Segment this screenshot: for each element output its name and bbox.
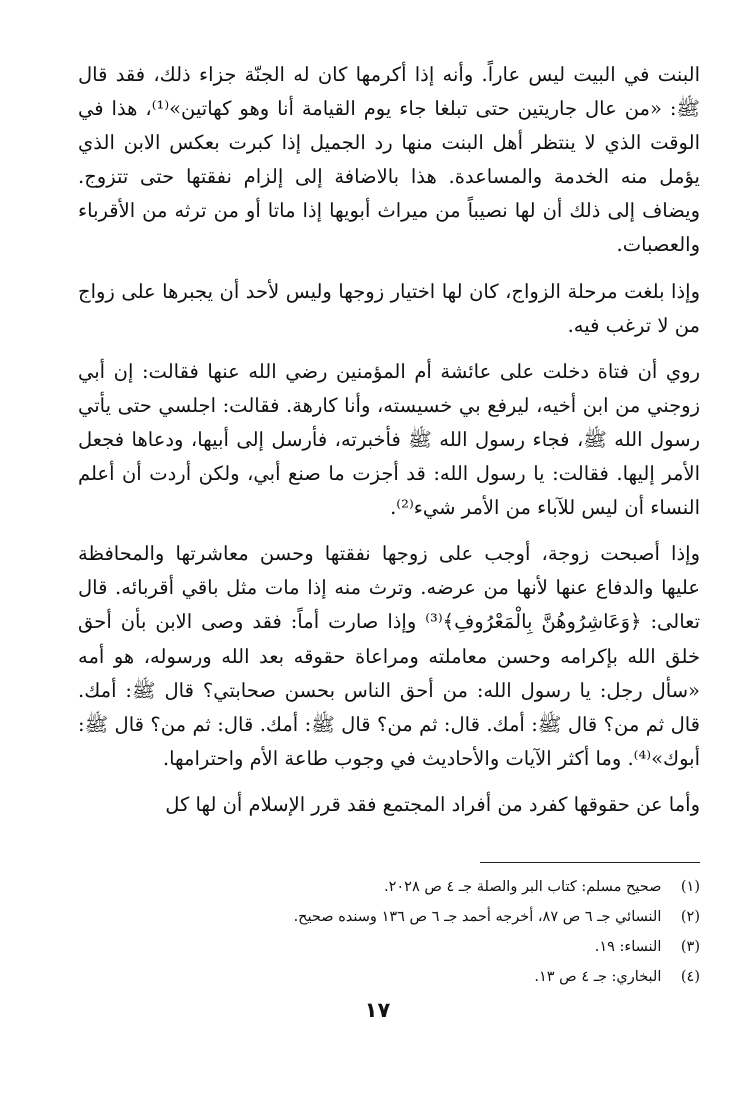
footnote (78, 932, 700, 962)
paragraph: وأما عن حقوقها كفرد من أفراد المجتمع فقد قرر الإسلام أن لها كل (165, 792, 700, 816)
footnotes (78, 872, 700, 992)
paragraph: روي أن فتاة دخلت على عائشة أم المؤمنين رضي الله عنها فقالت: إن أبي زوجني من ابن أخيه، ليرفع بي خسيسته، وأنا كارهة. فقالت: اجلسي حتى يأتي رسول الله ﷺ، فجاء رسول الله ﷺ فأخبرته، فأرسل إلى أبيها، ودعاها فجعل الأمر إليها. فقالت: يا رسول الله: قد أجزت ما صنع أبي، ولكن أردت أن أعلم النساء أن ليس للآباء من الأمر شيء⁽²⁾. (78, 359, 700, 520)
footnote-number: (٢) (680, 909, 700, 925)
footnote-divider (480, 862, 700, 863)
footnote (78, 902, 700, 932)
footnote (78, 962, 700, 992)
footnote-text: النساء: ١٩. (594, 939, 662, 955)
footnote-text: النسائي جـ ٦ ص ٨٧، أخرجه أحمد جـ ٦ ص ١٣٦ وسنده صحيح. (293, 909, 662, 925)
page-number: ١٧ (364, 998, 391, 1022)
main-text (78, 58, 700, 822)
footnote-text: البخاري: جـ ٤ ص ١٣. (534, 969, 662, 985)
footnote-number: (٤) (680, 969, 700, 985)
footnote-number: (٣) (680, 939, 700, 955)
paragraph: البنت في البيت ليس عاراً. وأنه إذا أكرمها كان له الجنّة جزاء ذلك، فقد قال ﷺ: «من عال جاريتين حتى تبلغا جاء يوم القيامة أنا وهو كهاتين»⁽¹⁾، هذا في الوقت الذي لا ينتظر أهل البنت منها رد الجميل إذا كبرت بعكس الابن الذي يؤمل منه الخدمة والمساعدة. هذا بالاضافة إلى إلزام نفقتها حتى تتزوج. ويضاف إلى ذلك أن لها نصيباً من ميراث أبويها إذا ماتا أو من ترثه من الأقرباء والعصبات. (78, 63, 700, 257)
paragraph: وإذا أصبحت زوجة، أوجب على زوجها نفقتها وحسن معاشرتها والمحافظة عليها والدفاع عنها لأنها من عرضه. وترث منه إذا مات مثل باقي أقربائه. قال تعالى: ﴿وَعَاشِرُوهُنَّ بِالْمَعْرُوفِ﴾⁽³⁾ وإذا صارت أماً: فقد وصى الابن بأن أحق خلق الله بإكرامه وحسن معاملته ومراعاة حقوقه بعد الله ورسوله، هو أمه «سأل رجل: يا رسول الله: من أحق الناس بحسن صحابتي؟ قال ﷺ: أمك. قال ثم من؟ قال ﷺ: أمك. قال: ثم من؟ قال ﷺ: أمك. قال: ثم من؟ قال ﷺ: أبوك»⁽⁴⁾. وما أكثر الآيات والأحاديث في وجوب طاعة الأم واحترامها. (78, 542, 700, 770)
paragraph: وإذا بلغت مرحلة الزواج، كان لها اختيار زوجها وليس لأحد أن يجبرها على زواج من لا ترغب فيه. (78, 279, 700, 337)
footnote-number: (١) (680, 879, 700, 895)
footnote (78, 872, 700, 902)
footnote-text: صحيح مسلم: كتاب البر والصلة جـ ٤ ص ٢٠٢٨. (384, 879, 662, 895)
